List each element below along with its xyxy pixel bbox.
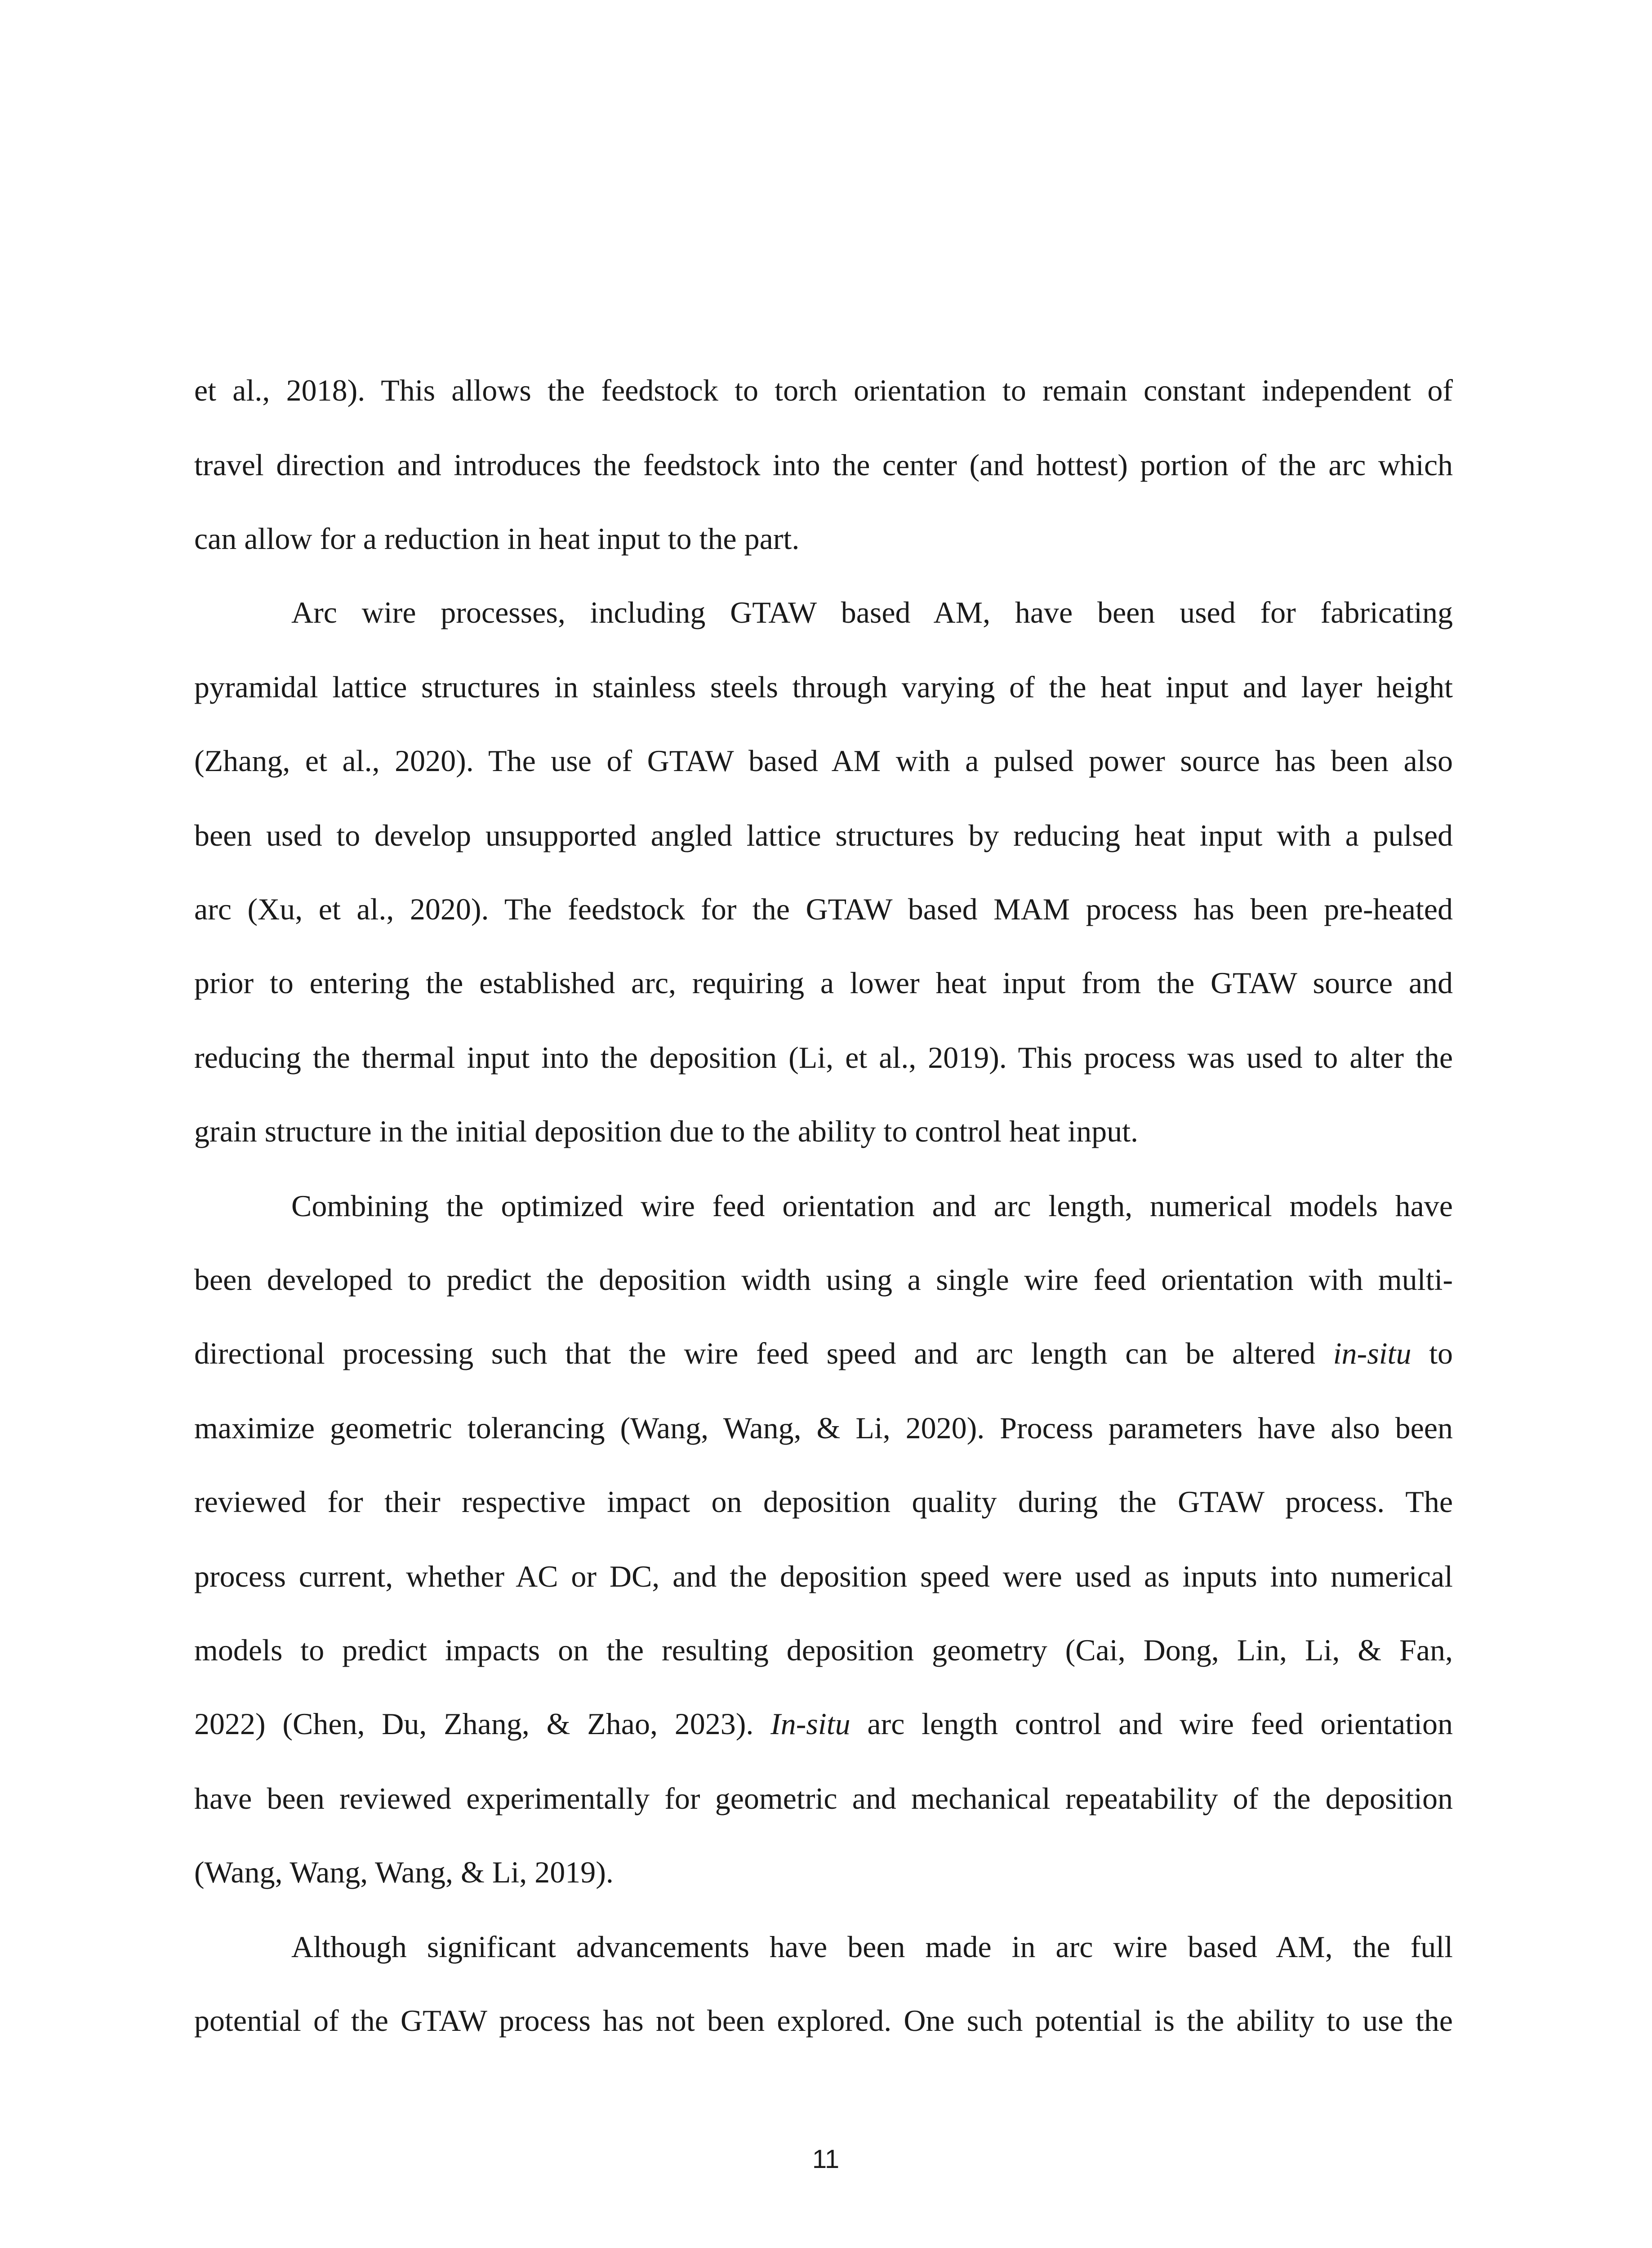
text-span: models to predict impacts on the resulting deposition geometry (Cai, Dong, Lin, Li, & Fan, (194, 1633, 1453, 1667)
text-line (194, 521, 1453, 557)
text-line (194, 1854, 1453, 1890)
text-span: directional processing such that the wire feed speed and arc length can be altered (194, 1336, 1333, 1370)
text-line (194, 2003, 1453, 2038)
text-span: potential of the GTAW process has not been explored. One such potential is the ability to use the (194, 2003, 1453, 2038)
text-span: pyramidal lattice structures in stainless steels through varying of the heat input and layer height (194, 670, 1453, 704)
text-line (291, 1929, 1453, 1965)
text-line (194, 669, 1453, 705)
text-span: process current, whether AC or DC, and the deposition speed were used as inputs into numerical (194, 1559, 1453, 1593)
text-line (194, 891, 1453, 927)
text-span: et al., 2018). This allows the feedstock to torch orientation to remain constant independent of (194, 373, 1453, 407)
text-span: to (1411, 1336, 1453, 1370)
text-line (194, 1484, 1453, 1520)
text-span: reviewed for their respective impact on deposition quality during the GTAW process. The (194, 1485, 1453, 1519)
text-span: Combining the optimized wire feed orientation and arc length, numerical models have (291, 1189, 1453, 1223)
text-line (194, 1335, 1453, 1371)
text-line (194, 1039, 1453, 1075)
italic-term: In-situ (770, 1707, 850, 1741)
italic-term: in-situ (1333, 1336, 1412, 1370)
text-span: travel direction and introduces the feedstock into the center (and hottest) portion of the arc which (194, 448, 1453, 482)
text-line (194, 965, 1453, 1001)
text-line (194, 817, 1453, 853)
text-span: have been reviewed experimentally for geometric and mechanical repeatability of the deposition (194, 1781, 1453, 1815)
text-line (194, 1410, 1453, 1446)
text-span: Although significant advancements have been made in arc wire based AM, the full (291, 1930, 1453, 1964)
text-line (194, 1706, 1453, 1742)
text-line (194, 1262, 1453, 1298)
text-line (194, 1558, 1453, 1594)
text-line (194, 743, 1453, 779)
text-span: can allow for a reduction in heat input to the part. (194, 522, 800, 556)
text-span: been developed to predict the deposition width using a single wire feed orientation with multi- (194, 1262, 1453, 1297)
text-span: (Wang, Wang, Wang, & Li, 2019). (194, 1855, 614, 1889)
text-line (291, 1188, 1453, 1224)
text-line (194, 1632, 1453, 1668)
page-number: 11 (812, 2145, 840, 2174)
text-span: reducing the thermal input into the deposition (Li, et al., 2019). This process was used to alter the (194, 1040, 1453, 1075)
text-line (291, 594, 1453, 630)
text-span: (Zhang, et al., 2020). The use of GTAW based AM with a pulsed power source has been also (194, 744, 1453, 778)
text-span: grain structure in the initial deposition due to the ability to control heat input. (194, 1114, 1138, 1148)
text-span: arc (Xu, et al., 2020). The feedstock for the GTAW based MAM process has been pre-heated (194, 892, 1453, 926)
text-span: been used to develop unsupported angled lattice structures by reducing heat input with a pulsed (194, 818, 1453, 852)
text-line (194, 1780, 1453, 1816)
text-line (194, 1113, 1453, 1149)
text-span: Arc wire processes, including GTAW based AM, have been used for fabricating (291, 595, 1453, 629)
text-span: 2022) (Chen, Du, Zhang, & Zhao, 2023). (194, 1707, 771, 1741)
text-span: maximize geometric tolerancing (Wang, Wang, & Li, 2020). Process parameters have also been (194, 1411, 1453, 1445)
text-span: arc length control and wire feed orientation (850, 1707, 1453, 1741)
text-span: prior to entering the established arc, requiring a lower heat input from the GTAW source and (194, 966, 1453, 1000)
text-line (194, 372, 1453, 408)
text-line (194, 447, 1453, 483)
